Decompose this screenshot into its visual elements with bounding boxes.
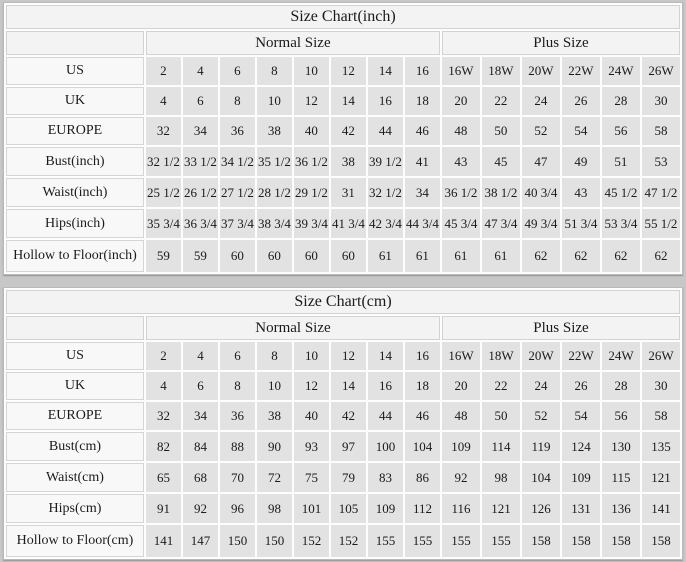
size-value-cell: 51 3/4 [562, 209, 600, 238]
size-value-cell: 12 [331, 342, 366, 370]
size-value-cell: 114 [482, 432, 520, 461]
size-value-cell: 48 [442, 402, 480, 430]
size-value-cell: 155 [442, 525, 480, 557]
size-value-cell: 28 1/2 [257, 178, 292, 207]
size-value-cell: 90 [257, 432, 292, 461]
size-value-cell: 72 [257, 463, 292, 492]
size-value-cell: 20W [522, 342, 560, 370]
size-chart-cm-table [3, 287, 683, 560]
size-value-cell: 16W [442, 57, 480, 85]
row-label: Bust(cm) [6, 432, 144, 461]
table-body [6, 57, 680, 272]
size-value-cell: 150 [257, 525, 292, 557]
size-value-cell: 50 [482, 117, 520, 145]
table-row [6, 432, 680, 461]
size-value-cell: 12 [294, 87, 329, 115]
size-value-cell: 32 [146, 117, 181, 145]
size-value-cell: 42 3/4 [368, 209, 403, 238]
size-value-cell: 40 [294, 402, 329, 430]
size-value-cell: 49 3/4 [522, 209, 560, 238]
row-label: US [6, 57, 144, 85]
size-value-cell: 18W [482, 57, 520, 85]
size-value-cell: 27 1/2 [220, 178, 255, 207]
size-value-cell: 22W [562, 342, 600, 370]
size-value-cell: 8 [220, 87, 255, 115]
table-row [6, 209, 680, 238]
size-value-cell: 105 [331, 494, 366, 523]
size-value-cell: 10 [294, 57, 329, 85]
size-value-cell: 24W [602, 57, 640, 85]
size-value-cell: 16 [368, 87, 403, 115]
plus-size-header: Plus Size [442, 316, 680, 340]
size-value-cell: 22 [482, 87, 520, 115]
table-row [6, 342, 680, 370]
size-value-cell: 52 [522, 402, 560, 430]
row-label: Bust(inch) [6, 147, 144, 176]
size-value-cell: 36 1/2 [294, 147, 329, 176]
size-value-cell: 84 [183, 432, 218, 461]
size-value-cell: 68 [183, 463, 218, 492]
size-value-cell: 119 [522, 432, 560, 461]
size-value-cell: 36 [220, 402, 255, 430]
normal-size-header: Normal Size [146, 316, 440, 340]
size-value-cell: 38 [257, 402, 292, 430]
size-value-cell: 116 [442, 494, 480, 523]
size-value-cell: 86 [405, 463, 440, 492]
size-value-cell: 141 [642, 494, 680, 523]
size-value-cell: 97 [331, 432, 366, 461]
size-value-cell: 65 [146, 463, 181, 492]
size-value-cell: 45 3/4 [442, 209, 480, 238]
table-row [6, 57, 680, 85]
row-label: Hollow to Floor(cm) [6, 525, 144, 557]
size-value-cell: 130 [602, 432, 640, 461]
size-value-cell: 34 [405, 178, 440, 207]
size-value-cell: 96 [220, 494, 255, 523]
size-value-cell: 44 [368, 117, 403, 145]
size-value-cell: 47 [522, 147, 560, 176]
corner-cell [6, 316, 144, 340]
size-value-cell: 10 [257, 87, 292, 115]
size-value-cell: 36 3/4 [183, 209, 218, 238]
size-value-cell: 35 3/4 [146, 209, 181, 238]
size-value-cell: 41 [405, 147, 440, 176]
size-value-cell: 47 3/4 [482, 209, 520, 238]
size-value-cell: 14 [368, 57, 403, 85]
size-value-cell: 56 [602, 117, 640, 145]
size-value-cell: 6 [183, 87, 218, 115]
row-label: Waist(cm) [6, 463, 144, 492]
size-value-cell: 34 [183, 117, 218, 145]
size-value-cell: 41 3/4 [331, 209, 366, 238]
size-value-cell: 26W [642, 57, 680, 85]
size-value-cell: 82 [146, 432, 181, 461]
size-value-cell: 37 3/4 [220, 209, 255, 238]
size-value-cell: 2 [146, 342, 181, 370]
size-value-cell: 155 [405, 525, 440, 557]
table-title: Size Chart(inch) [6, 5, 680, 29]
size-value-cell: 62 [642, 240, 680, 272]
size-value-cell: 4 [146, 87, 181, 115]
size-value-cell: 54 [562, 117, 600, 145]
size-value-cell: 26 [562, 372, 600, 400]
size-value-cell: 22 [482, 372, 520, 400]
size-value-cell: 61 [368, 240, 403, 272]
size-value-cell: 38 1/2 [482, 178, 520, 207]
row-label: Hollow to Floor(inch) [6, 240, 144, 272]
normal-size-header: Normal Size [146, 31, 440, 55]
size-value-cell: 26W [642, 342, 680, 370]
size-value-cell: 12 [331, 57, 366, 85]
tables-spacer [3, 275, 683, 287]
table-row [6, 178, 680, 207]
size-chart-inch-table [3, 2, 683, 275]
table-head [6, 290, 680, 340]
table-body [6, 342, 680, 557]
size-value-cell: 98 [482, 463, 520, 492]
size-value-cell: 93 [294, 432, 329, 461]
size-value-cell: 59 [183, 240, 218, 272]
size-value-cell: 55 1/2 [642, 209, 680, 238]
size-value-cell: 150 [220, 525, 255, 557]
size-value-cell: 31 [331, 178, 366, 207]
size-value-cell: 49 [562, 147, 600, 176]
table-row [6, 240, 680, 272]
size-value-cell: 91 [146, 494, 181, 523]
size-value-cell: 34 [183, 402, 218, 430]
size-value-cell: 12 [294, 372, 329, 400]
size-value-cell: 109 [442, 432, 480, 461]
size-value-cell: 33 1/2 [183, 147, 218, 176]
size-value-cell: 141 [146, 525, 181, 557]
size-value-cell: 158 [562, 525, 600, 557]
size-value-cell: 35 1/2 [257, 147, 292, 176]
size-value-cell: 88 [220, 432, 255, 461]
size-value-cell: 6 [220, 342, 255, 370]
table-row [6, 147, 680, 176]
size-value-cell: 155 [368, 525, 403, 557]
size-value-cell: 6 [183, 372, 218, 400]
table-head [6, 5, 680, 55]
size-value-cell: 29 1/2 [294, 178, 329, 207]
size-value-cell: 24W [602, 342, 640, 370]
size-value-cell: 61 [405, 240, 440, 272]
size-value-cell: 109 [368, 494, 403, 523]
size-value-cell: 131 [562, 494, 600, 523]
size-value-cell: 22W [562, 57, 600, 85]
size-value-cell: 121 [482, 494, 520, 523]
size-value-cell: 52 [522, 117, 560, 145]
size-value-cell: 40 [294, 117, 329, 145]
size-value-cell: 43 [442, 147, 480, 176]
size-value-cell: 30 [642, 372, 680, 400]
size-value-cell: 112 [405, 494, 440, 523]
size-value-cell: 109 [562, 463, 600, 492]
size-value-cell: 46 [405, 117, 440, 145]
size-value-cell: 92 [442, 463, 480, 492]
size-value-cell: 4 [183, 342, 218, 370]
size-value-cell: 83 [368, 463, 403, 492]
size-value-cell: 14 [368, 342, 403, 370]
size-value-cell: 46 [405, 402, 440, 430]
size-value-cell: 136 [602, 494, 640, 523]
size-value-cell: 61 [442, 240, 480, 272]
size-value-cell: 16W [442, 342, 480, 370]
table-row [6, 463, 680, 492]
size-value-cell: 32 1/2 [368, 178, 403, 207]
size-value-cell: 18W [482, 342, 520, 370]
size-value-cell: 18 [405, 372, 440, 400]
size-value-cell: 147 [183, 525, 218, 557]
size-value-cell: 16 [368, 372, 403, 400]
table-row [6, 494, 680, 523]
size-value-cell: 62 [562, 240, 600, 272]
size-value-cell: 70 [220, 463, 255, 492]
size-value-cell: 26 1/2 [183, 178, 218, 207]
size-value-cell: 24 [522, 87, 560, 115]
size-value-cell: 20W [522, 57, 560, 85]
size-value-cell: 124 [562, 432, 600, 461]
size-value-cell: 158 [642, 525, 680, 557]
size-value-cell: 38 3/4 [257, 209, 292, 238]
table-row [6, 117, 680, 145]
row-label: UK [6, 372, 144, 400]
size-value-cell: 50 [482, 402, 520, 430]
size-value-cell: 28 [602, 87, 640, 115]
size-value-cell: 8 [257, 57, 292, 85]
table-title: Size Chart(cm) [6, 290, 680, 314]
size-value-cell: 44 3/4 [405, 209, 440, 238]
table-row [6, 372, 680, 400]
size-value-cell: 42 [331, 402, 366, 430]
size-value-cell: 30 [642, 87, 680, 115]
size-value-cell: 20 [442, 87, 480, 115]
size-value-cell: 36 [220, 117, 255, 145]
size-value-cell: 10 [257, 372, 292, 400]
size-value-cell: 38 [331, 147, 366, 176]
row-label: Waist(inch) [6, 178, 144, 207]
size-value-cell: 43 [562, 178, 600, 207]
size-value-cell: 60 [257, 240, 292, 272]
size-value-cell: 8 [257, 342, 292, 370]
size-value-cell: 155 [482, 525, 520, 557]
size-value-cell: 53 3/4 [602, 209, 640, 238]
size-value-cell: 39 3/4 [294, 209, 329, 238]
size-value-cell: 24 [522, 372, 560, 400]
size-value-cell: 100 [368, 432, 403, 461]
size-value-cell: 62 [522, 240, 560, 272]
size-value-cell: 53 [642, 147, 680, 176]
size-value-cell: 121 [642, 463, 680, 492]
size-value-cell: 59 [146, 240, 181, 272]
size-value-cell: 32 [146, 402, 181, 430]
size-value-cell: 152 [294, 525, 329, 557]
size-value-cell: 158 [602, 525, 640, 557]
size-value-cell: 115 [602, 463, 640, 492]
size-value-cell: 54 [562, 402, 600, 430]
size-value-cell: 135 [642, 432, 680, 461]
size-value-cell: 8 [220, 372, 255, 400]
size-value-cell: 45 [482, 147, 520, 176]
size-value-cell: 152 [331, 525, 366, 557]
size-value-cell: 60 [331, 240, 366, 272]
size-value-cell: 10 [294, 342, 329, 370]
size-value-cell: 28 [602, 372, 640, 400]
row-label: EUROPE [6, 402, 144, 430]
size-value-cell: 101 [294, 494, 329, 523]
size-value-cell: 4 [146, 372, 181, 400]
size-value-cell: 98 [257, 494, 292, 523]
table-row [6, 87, 680, 115]
size-value-cell: 60 [294, 240, 329, 272]
size-value-cell: 42 [331, 117, 366, 145]
size-value-cell: 48 [442, 117, 480, 145]
size-value-cell: 58 [642, 117, 680, 145]
size-value-cell: 75 [294, 463, 329, 492]
size-value-cell: 60 [220, 240, 255, 272]
row-label: US [6, 342, 144, 370]
row-label: Hips(cm) [6, 494, 144, 523]
size-value-cell: 16 [405, 342, 440, 370]
title-row [6, 5, 680, 29]
size-value-cell: 79 [331, 463, 366, 492]
row-label: Hips(inch) [6, 209, 144, 238]
size-value-cell: 47 1/2 [642, 178, 680, 207]
size-value-cell: 158 [522, 525, 560, 557]
size-value-cell: 34 1/2 [220, 147, 255, 176]
size-value-cell: 6 [220, 57, 255, 85]
size-value-cell: 4 [183, 57, 218, 85]
size-value-cell: 56 [602, 402, 640, 430]
row-label: UK [6, 87, 144, 115]
size-value-cell: 39 1/2 [368, 147, 403, 176]
title-row [6, 290, 680, 314]
size-value-cell: 16 [405, 57, 440, 85]
size-value-cell: 2 [146, 57, 181, 85]
size-value-cell: 14 [331, 87, 366, 115]
size-value-cell: 38 [257, 117, 292, 145]
size-value-cell: 126 [522, 494, 560, 523]
size-value-cell: 58 [642, 402, 680, 430]
size-value-cell: 45 1/2 [602, 178, 640, 207]
size-value-cell: 61 [482, 240, 520, 272]
size-value-cell: 51 [602, 147, 640, 176]
row-label: EUROPE [6, 117, 144, 145]
size-value-cell: 20 [442, 372, 480, 400]
size-value-cell: 36 1/2 [442, 178, 480, 207]
group-header-row [6, 31, 680, 55]
plus-size-header: Plus Size [442, 31, 680, 55]
size-value-cell: 62 [602, 240, 640, 272]
corner-cell [6, 31, 144, 55]
size-value-cell: 25 1/2 [146, 178, 181, 207]
table-row [6, 402, 680, 430]
size-value-cell: 14 [331, 372, 366, 400]
group-header-row [6, 316, 680, 340]
size-value-cell: 18 [405, 87, 440, 115]
size-value-cell: 40 3/4 [522, 178, 560, 207]
size-value-cell: 32 1/2 [146, 147, 181, 176]
size-value-cell: 92 [183, 494, 218, 523]
size-value-cell: 104 [405, 432, 440, 461]
size-value-cell: 104 [522, 463, 560, 492]
size-value-cell: 44 [368, 402, 403, 430]
size-value-cell: 26 [562, 87, 600, 115]
